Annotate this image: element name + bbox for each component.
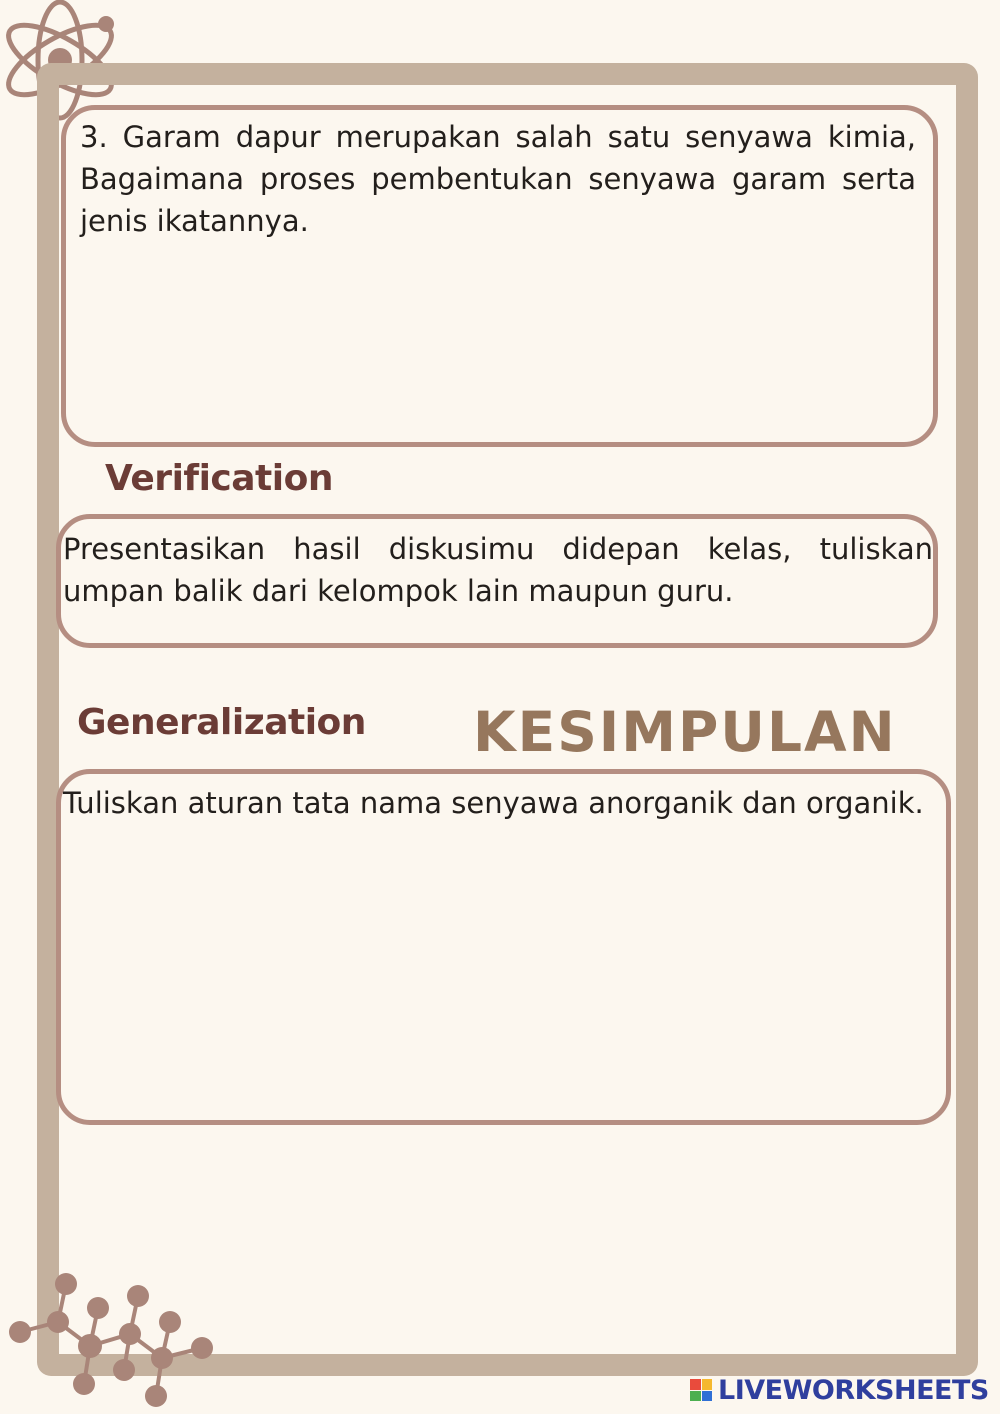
kesimpulan-subtitle: KESIMPULAN [473,700,897,764]
molecule-icon [0,1272,230,1412]
verification-text: Presentasikan hasil diskusimu didepan kelas, tuliskan umpan balik dari kelompok lain maupun guru. [63,532,933,608]
liveworksheets-brand[interactable] [690,1372,989,1408]
verification-heading: Verification [105,458,333,499]
liveworksheets-logo-icon [690,1379,712,1401]
question3-text: 3. Garam dapur merupakan salah satu senyawa kimia, Bagaimana proses pembentukan senyawa garam serta jenis ikatannya. [80,120,916,238]
brand-name: LIVEWORKSHEETS [718,1374,989,1406]
generalization-heading: Generalization [77,702,366,743]
generalization-text: Tuliskan aturan tata nama senyawa anorganik dan organik. [63,786,924,820]
